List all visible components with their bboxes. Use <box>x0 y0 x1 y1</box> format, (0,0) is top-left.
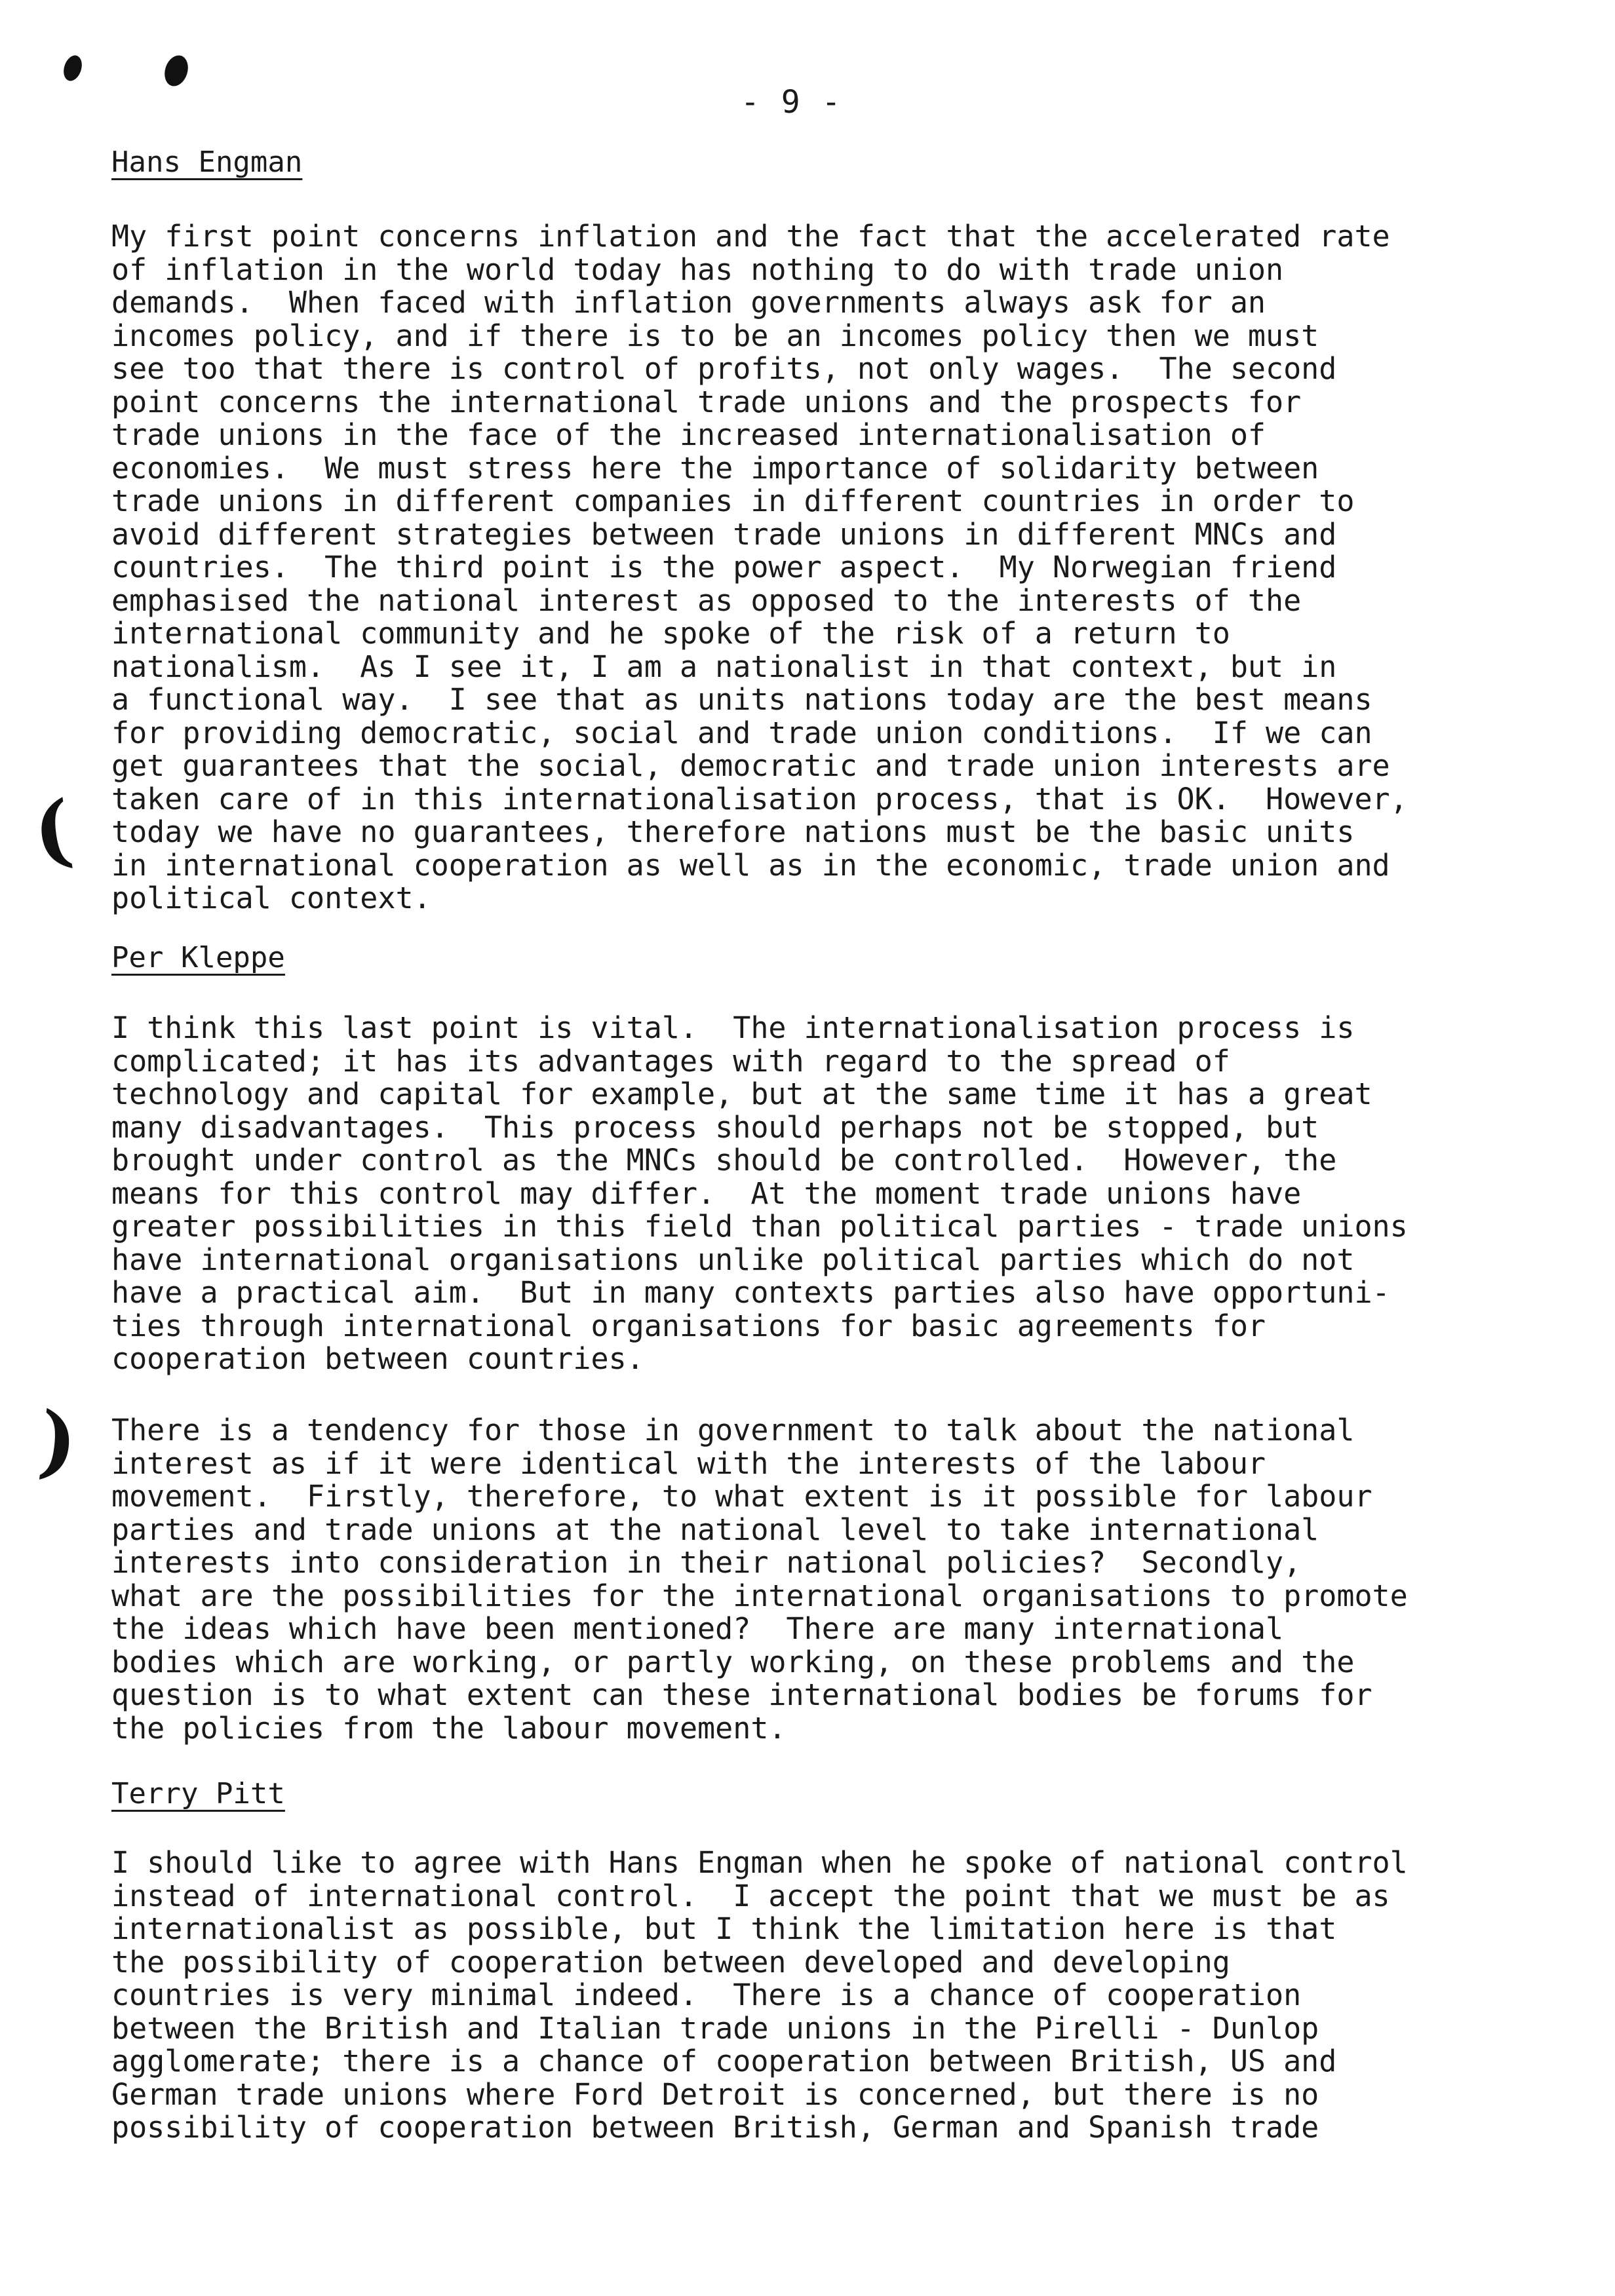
speaker-name: Hans Engman <box>111 145 303 179</box>
punch-hole-mark <box>161 52 191 89</box>
margin-bracket-mark: ( <box>28 782 78 880</box>
margin-bracket-mark: ) <box>34 1394 81 1490</box>
speech-paragraph: My first point concerns inflation and the fact that the accelerated rate of inflation in the world today has nothing to do with trade union demands. When faced with inflation governments always ask for an incomes policy, and if there is to be an incomes policy then we must see too that there is control of profits, not only wages. The second point concerns the international trade unions and the prospects for trade unions in the face of the increased internationalisation of economies. We must stress here the importance of solidarity between trade unions in different companies in different countries in order to avoid different strategies between trade unions in different MNCs and countries. The third point is the power aspect. My Norwegian friend emphasised the national interest as opposed to the interests of the international community and he spoke of the risk of a return to nationalism. As I see it, I am a nationalist in that context, but in a functional way. I see that as units nations today are the best means for providing democratic, social and trade union conditions. If we can get guarantees that the social, democratic and trade union interests are taken care of in this internationalisation process, that is OK. However, today we have no guarantees, therefore nations must be the basic units in international cooperation as well as in the economic, trade union and political context. <box>111 219 1408 915</box>
speech-paragraph: I should like to agree with Hans Engman when he spoke of national control instead of international control. I accept the point that we must be as internationalist as possible, but I think the limitation here is that the possibility of cooperation between developed and developing countries is very minimal indeed. There is a chance of cooperation between the British and Italian trade unions in the Pirelli - Dunlop agglomerate; there is a chance of cooperation between British, US and German trade unions where Ford Detroit is concerned, but there is no possibility of cooperation between British, German and Spanish trade <box>111 1845 1408 2145</box>
speaker-section-per-kleppe <box>111 941 1540 974</box>
speech-paragraph: I think this last point is vital. The internationalisation process is complicated; it has its advantages with regard to the spread of technology and capital for example, but at the same time it has a great many disadvantages. This process should perhaps not be stopped, but brought under control as the MNCs should be controlled. However, the means for this control may differ. At the moment trade unions have greater possibilities in this field than political parties - trade unions have international organisations unlike political parties which do not have a practical aim. But in many contexts parties also have opportuni- ties through international organisations for basic agreements for cooperation between countries. <box>111 1010 1408 1376</box>
speech-paragraph: There is a tendency for those in government to talk about the national interest as if it were identical with the interests of the labour movement. Firstly, therefore, to what extent is it possible for labour parties and trade unions at the national level to take international interests into consideration in their national policies? Secondly, what are the possibilities for the international organisations to promote the ideas which have been mentioned? There are many international bodies which are working, or partly working, on these problems and the question is to what extent can these international bodies be forums for the policies from the labour movement. <box>111 1413 1408 1746</box>
punch-hole-mark <box>60 53 85 83</box>
speaker-section-terry-pitt <box>111 1777 1540 1810</box>
speaker-section-hans-engman <box>111 145 1540 179</box>
speech-block <box>111 1846 1540 2145</box>
speaker-name: Per Kleppe <box>111 941 285 974</box>
page-number: - 9 - <box>741 84 842 121</box>
speech-block <box>111 1012 1540 1376</box>
speech-block <box>111 1414 1540 1745</box>
speech-block <box>111 220 1540 915</box>
speaker-name: Terry Pitt <box>111 1777 285 1810</box>
